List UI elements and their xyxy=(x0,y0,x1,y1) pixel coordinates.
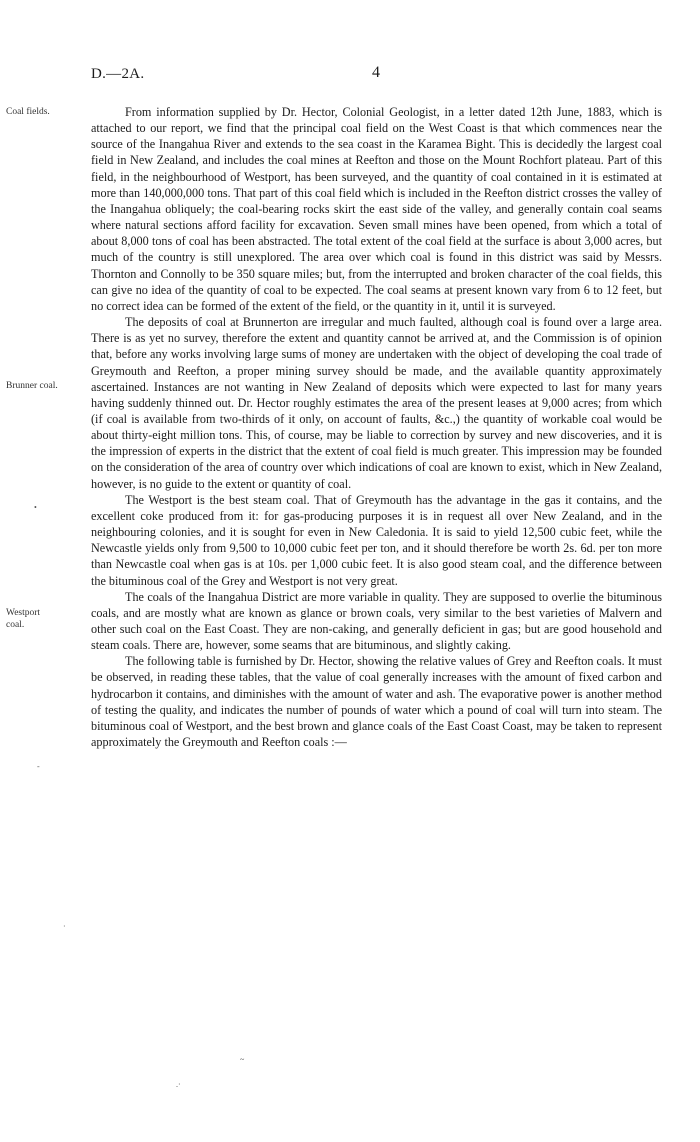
scan-speck: ~ xyxy=(240,1055,245,1064)
margin-note-coal-fields: Coal fields. xyxy=(6,107,50,117)
paragraph-westport-coal: The Westport is the best steam coal. That of Greymouth has the advantage in the gas it contains, and the excellent coke produced from it: for gas-producing purposes it is in request all over New Zealand, and in the neighbouring colonies, and it is sought for even in New Caledonia. It is said to yield 12,500 cubic feet, while the Newcastle yields only from 9,500 to 10,000 cubic feet per ton, and it should therefore be worth 2s. 6d. per ton more than Newcastle coal when gas is at 10s. per 1,000 cubic feet. It is also good steam coal, and the difference between the bituminous coal of the Grey and Westport is not very great. xyxy=(91,492,662,588)
paragraph-brunner-coal: The deposits of coal at Brunnerton are irregular and much faulted, although coal is found over a large area. There is as yet no survey, therefore the extent and quantity cannot be arrived at, and the Commission is of opinion that, before any works involving large sums of money are undertaken with the object of developing the coal trade of Greymouth and Reefton, a proper mining survey should be made, and the available quantity approximately ascertained. Instances are not wanting in New Zealand of deposits which were expected to last for many years having suddenly thinned out. Dr. Hector roughly estimates the area of the present leases at 9,000 acres; from which (if coal is available from two-thirds of it only, on account of faults, &c.,) the quantity of workable coal would be about thirty-eight million tons. This, of course, may be liable to correction by survey and new discoveries, and it is the impression of experts in the district that the extent of coal field is much greater. This impression may be founded on the consideration of the area of country over which indications of coal are known to exist, which in New Zealand, however, is no guide to the extent or quantity of coal. xyxy=(91,315,662,491)
scan-speck: .· xyxy=(176,1080,181,1089)
paragraph-inangahua-coals: The coals of the Inangahua District are more variable in quality. They are supposed to overlie the bituminous coals, and are mostly what are known as glance or brown coals, very similar to the best varieties of Malvern and other such coal on the East Coast. They are non-caking, and generally deficient in gas; but are good household and steam coals. There are, however, some seams that are bituminous, and slightly caking. xyxy=(91,589,662,653)
margin-note-brunner-coal: Brunner coal. xyxy=(6,381,58,391)
paragraph-table-intro: The following table is furnished by Dr. Hector, showing the relative values of Grey and Reefton coals. It must be observed, in reading these tables, that the value of coal generally increases with the amount of fixed carbon and hydrocarbon it contains, and diminishes with the amount of water and ash. The evaporative power is another method of testing the quality, and indicates the number of pounds of water which a pound of coal will turn into steam. The bituminous coal of Westport, and the best brown and glance coals of the East Coast Coast, may be taken to represent approximately the Greymouth and Reefton coals :— xyxy=(91,654,662,750)
body-text xyxy=(91,104,662,750)
document-code: D.—2A. xyxy=(91,66,145,82)
paragraph-coal-fields: From information supplied by Dr. Hector, Colonial Geologist, in a letter dated 12th June, 1883, which is attached to our report, we find that the principal coal field on the West Coast is that which commences near the source of the Inangahua River and extends to the sea coast in the Karamea Bight. This is decidedly the largest coal field in New Zealand, and includes the coal mines at Reefton and those on the Mount Rochfort plateau. Part of this field, in the neighbourhood of Westport, has been surveyed, and the quantity of coal contained in it is estimated at more than 140,000,000 tons. That part of this coal field which is included in the Reefton district crosses the valley of the Inangahua obliquely; the coal-bearing rocks skirt the east side of the valley, and generally contain coal seams where natural sections afford facility for excavation. Seven small mines have been opened, from which a total of about 8,000 tons of coal has been abstracted. The total extent of the coal field at the surface is about 3,000 acres, but much of the country is still unexplored. The area over which coal is found in this district was said by Messrs. Thornton and Connolly to be 350 square miles; but, from the interrupted and broken character of the coal fields, this can give no idea of the quantity of coal to be expected. The coal seams at present known vary from 6 to 12 feet, but no correct idea can be formed of the extent of the field, or the quantity in it, until it is surveyed. xyxy=(91,105,662,313)
page-number: 4 xyxy=(372,64,380,81)
scan-speck: · xyxy=(63,922,66,931)
scan-speck: • xyxy=(34,503,37,512)
margin-note-westport-coal: Westport coal. xyxy=(6,608,41,630)
scan-speck: - xyxy=(37,762,40,771)
